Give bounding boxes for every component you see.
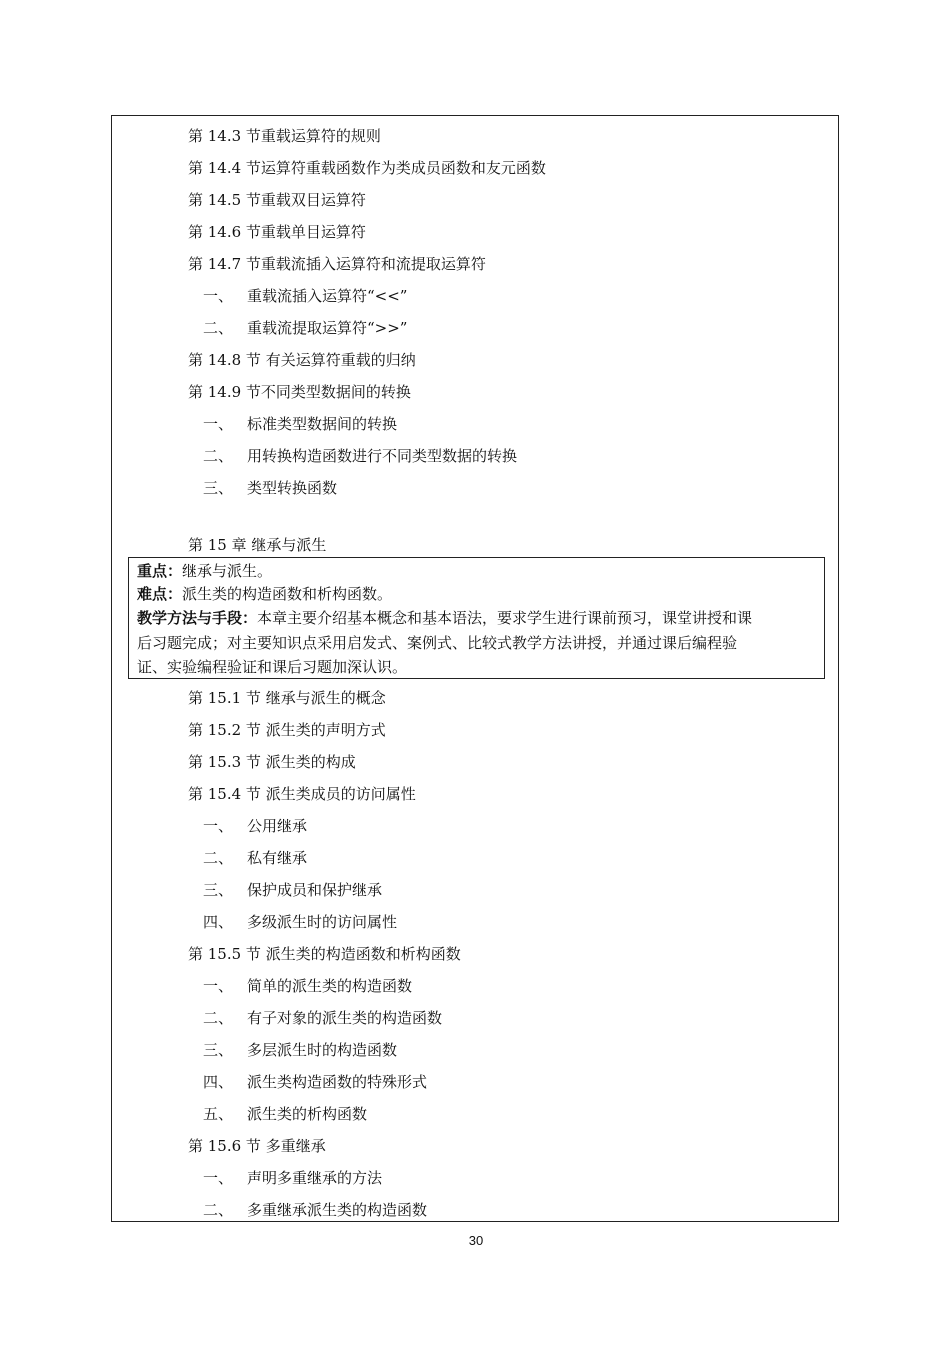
- subsection-title: 多层派生时的构造函数: [247, 1041, 398, 1059]
- subsection-title: 派生类构造函数的特殊形式: [247, 1073, 428, 1091]
- subsection-number: 三、: [203, 881, 234, 899]
- subsection-title: 类型转换函数: [247, 479, 338, 497]
- method-text-line2: 后习题完成；对主要知识点采用启发式、案例式、比较式教学方法讲授，并通过课后编程验: [137, 634, 738, 652]
- subsection-title: 简单的派生类的构造函数: [247, 977, 413, 995]
- subsection-number: 二、: [203, 1009, 234, 1027]
- subsection-number: 一、: [203, 415, 234, 433]
- subsection-number: 二、: [203, 1201, 234, 1219]
- subsection-number: 二、: [203, 849, 234, 867]
- subsection-number: 四、: [203, 913, 234, 931]
- chapter-15-title: 第 15 章 继承与派生: [188, 536, 327, 554]
- subsection-number: 一、: [203, 977, 234, 995]
- subsection-title: 声明多重继承的方法: [247, 1169, 383, 1187]
- section-15-3: 第 15.3 节 派生类的构成: [188, 753, 356, 771]
- subsection-title: 派生类的析构函数: [247, 1105, 368, 1123]
- section-14-7: 第 14.7 节重载流插入运算符和流提取运算符: [188, 255, 486, 273]
- subsection-number: 一、: [203, 817, 234, 835]
- subsection-title: 重载流插入运算符“<<”: [247, 287, 408, 305]
- subsection-number: 二、: [203, 447, 234, 465]
- method-text-line3: 证、实验编程验证和课后习题加深认识。: [137, 658, 408, 676]
- section-15-4: 第 15.4 节 派生类成员的访问属性: [188, 785, 416, 803]
- section-15-1: 第 15.1 节 继承与派生的概念: [188, 689, 386, 707]
- subsection-number: 一、: [203, 1169, 234, 1187]
- method-row: [137, 608, 752, 628]
- method-text: 本章主要介绍基本概念和基本语法，要求学生进行课前预习，课堂讲授和课: [257, 609, 753, 627]
- difficulty-text: 派生类的构造函数和析构函数。: [182, 585, 393, 603]
- subsection-title: 重载流提取运算符“>>”: [247, 319, 408, 337]
- subsection-title: 用转换构造函数进行不同类型数据的转换: [247, 447, 518, 465]
- method-label: 教学方法与手段：: [137, 609, 258, 627]
- subsection-number: 五、: [203, 1105, 234, 1123]
- subsection-title: 公用继承: [247, 817, 308, 835]
- section-14-9: 第 14.9 节不同类型数据间的转换: [188, 383, 411, 401]
- section-15-2: 第 15.2 节 派生类的声明方式: [188, 721, 386, 739]
- subsection-number: 四、: [203, 1073, 234, 1091]
- difficulty-label: 难点：: [137, 585, 183, 603]
- section-15-6: 第 15.6 节 多重继承: [188, 1137, 326, 1155]
- section-14-6: 第 14.6 节重载单目运算符: [188, 223, 366, 241]
- subsection-title: 保护成员和保护继承: [247, 881, 383, 899]
- focus-text: 继承与派生。: [182, 562, 273, 580]
- section-15-5: 第 15.5 节 派生类的构造函数和析构函数: [188, 945, 461, 963]
- subsection-number: 一、: [203, 287, 234, 305]
- page-number: 30: [468, 1233, 484, 1248]
- focus-label: 重点：: [137, 562, 183, 580]
- section-14-3: 第 14.3 节重载运算符的规则: [188, 127, 381, 145]
- focus-row: [137, 561, 272, 581]
- subsection-title: 多重继承派生类的构造函数: [247, 1201, 428, 1219]
- subsection-title: 多级派生时的访问属性: [247, 913, 398, 931]
- subsection-title: 私有继承: [247, 849, 308, 867]
- subsection-title: 有子对象的派生类的构造函数: [247, 1009, 443, 1027]
- section-14-4: 第 14.4 节运算符重载函数作为类成员函数和友元函数: [188, 159, 546, 177]
- section-14-8: 第 14.8 节 有关运算符重载的归纳: [188, 351, 416, 369]
- subsection-number: 三、: [203, 1041, 234, 1059]
- difficulty-row: [137, 584, 392, 604]
- subsection-title: 标准类型数据间的转换: [247, 415, 398, 433]
- section-14-5: 第 14.5 节重载双目运算符: [188, 191, 366, 209]
- subsection-number: 二、: [203, 319, 234, 337]
- subsection-number: 三、: [203, 479, 234, 497]
